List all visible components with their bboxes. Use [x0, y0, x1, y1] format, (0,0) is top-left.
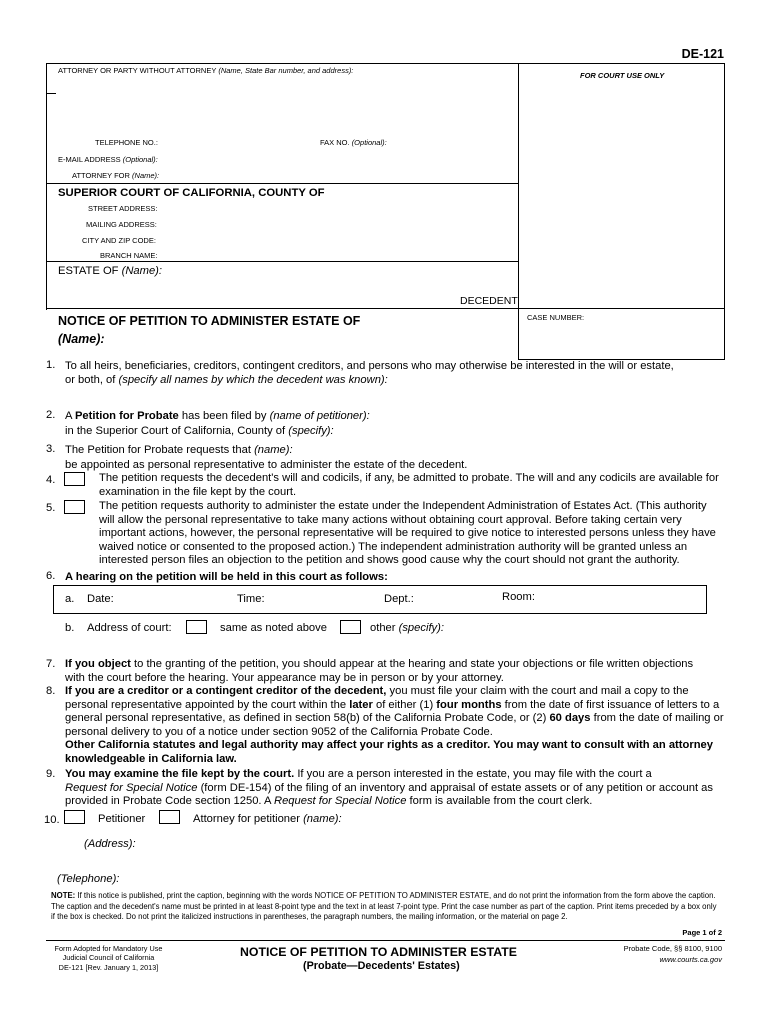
footer-title: NOTICE OF PETITION TO ADMINISTER ESTATE: [240, 945, 517, 959]
decedent-label: DECEDENT: [460, 295, 518, 307]
hearing-room-label[interactable]: Room:: [502, 591, 535, 603]
court-use-label: FOR COURT USE ONLY: [580, 71, 665, 80]
courts-url[interactable]: www.courts.ca.gov: [659, 955, 722, 964]
item-4-checkbox[interactable]: [64, 472, 85, 486]
hearing-date-label[interactable]: Date:: [87, 593, 114, 605]
address-court-label: Address of court:: [87, 622, 172, 634]
court-use-divider: [518, 63, 519, 360]
hearing-box: [53, 585, 707, 614]
item-7-text: If you object to the granting of the petition, you should appear at the hearing and state your objections or file written objections with the court before the hearing. Your appearance may be in person or by your attorney.: [65, 658, 694, 684]
email-label: E-MAIL ADDRESS (Optional):: [58, 155, 158, 164]
telephone-field-label: (Telephone):: [57, 873, 120, 885]
hearing-dept-label[interactable]: Dept.:: [384, 593, 414, 605]
same-as-noted-checkbox[interactable]: [186, 620, 207, 634]
telephone-label: TELEPHONE NO.:: [95, 138, 158, 147]
item-4-number: 4.: [46, 474, 56, 486]
item-9-text: You may examine the file kept by the court. If you are a person interested in the estate, you may file with the court a Request for Special Notice (form DE-154) of the filing of an inventory and appraisal of estate assets or of any petition or account as provided in Probate Code section 1250. A Request for Special Notice form is available from the court clerk.: [65, 768, 713, 808]
item-9-number: 9.: [46, 768, 56, 780]
court-title: SUPERIOR COURT OF CALIFORNIA, COUNTY OF: [58, 187, 325, 199]
item-5-text: The petition requests authority to administer the estate under the Independent Administration of Estates Act. (This authority will allow the personal representative to take many actions without obtaining court approval. Before taking certain very important actions, however, the personal representative will be required to give notice to interested persons unless they have waived notice or consented to the proposed action.) The independent administration authority will be granted unless an interested person files an objection to the petition and shows good cause why the court should not grant the authority.: [99, 500, 716, 567]
hearing-a-label: a.: [65, 593, 75, 605]
attorney-for-label: ATTORNEY FOR (Name):: [72, 171, 160, 180]
item-10-number: 10.: [44, 814, 60, 826]
notice-title: NOTICE OF PETITION TO ADMINISTER ESTATE OF: [58, 314, 361, 328]
hearing-time-label[interactable]: Time:: [237, 593, 265, 605]
item-1-line-2: or both, of (specify all names by which the decedent was known):: [65, 374, 388, 386]
attorney-petitioner-checkbox[interactable]: [159, 810, 180, 824]
publication-note: NOTE: If this notice is published, print the caption, beginning with the words NOTICE OF PETITION TO ADMINISTER ESTATE, and do not print the information from the form above the caption. The caption and the decedent's name must be printed in at least 8-point type and the text in at least 7-point type. Print the case number as part of the caption. Print items preceded by a box only if the box is checked. Do not print the italicized instructions in parentheses, the paragraph numbers, the mailing information, or the material on page 2.: [51, 891, 717, 921]
branch-name-label: BRANCH NAME:: [100, 251, 158, 260]
court-section-divider: [46, 183, 518, 184]
header-left-border: [46, 63, 47, 310]
petitioner-label: Petitioner: [98, 813, 146, 825]
probate-code: Probate Code, §§ 8100, 9100: [623, 944, 722, 953]
hearing-b-label: b.: [65, 622, 75, 634]
item-2-number: 2.: [46, 409, 56, 421]
form-adopted-block: [46, 944, 171, 972]
same-as-noted-label: same as noted above: [220, 622, 327, 634]
attorney-label: ATTORNEY OR PARTY WITHOUT ATTORNEY (Name, State Bar number, and address):: [58, 66, 354, 75]
estate-of-label: ESTATE OF (Name):: [58, 265, 163, 277]
attorney-petitioner-label: Attorney for petitioner (name):: [193, 813, 342, 825]
header-right-border: [724, 63, 725, 360]
item-3-number: 3.: [46, 443, 56, 455]
item-2-line-1: A Petition for Probate has been filed by (name of petitioner):: [65, 410, 370, 422]
mailing-address-label: MAILING ADDRESS:: [86, 220, 157, 229]
item-8-number: 8.: [46, 685, 56, 697]
item-1-number: 1.: [46, 359, 56, 371]
page-number: Page 1 of 2: [682, 928, 722, 937]
address-label: (Address):: [84, 838, 136, 850]
case-number-label: CASE NUMBER:: [527, 313, 585, 322]
item-7-number: 7.: [46, 658, 56, 670]
caption-divider: [46, 308, 725, 309]
footer-rule: [46, 940, 725, 941]
item-3-line-2: be appointed as personal representative to administer the estate of the decedent.: [65, 459, 468, 471]
item-5-checkbox[interactable]: [64, 500, 85, 514]
item-2-line-2: in the Superior Court of California, County of (specify):: [65, 425, 334, 437]
city-zip-label: CITY AND ZIP CODE:: [82, 236, 156, 245]
adopted-line-2: Judicial Council of California: [62, 953, 155, 963]
item-4-text: The petition requests the decedent's will and codicils, if any, be admitted to probate. The will and any codicils are available for examination in the file kept by the court.: [99, 472, 719, 498]
header-top-border: [46, 63, 725, 64]
item-1-line-1: To all heirs, beneficiaries, creditors, contingent creditors, and persons who may otherwise be interested in the will or estate,: [65, 360, 674, 372]
adopted-line-3: DE-121 [Rev. January 1, 2013]: [58, 962, 159, 972]
attorney-dash: [46, 93, 56, 94]
estate-section-divider: [46, 261, 518, 262]
item-3-line-1: The Petition for Probate requests that (name):: [65, 444, 293, 456]
item-5-number: 5.: [46, 502, 56, 514]
street-address-label: STREET ADDRESS:: [88, 204, 158, 213]
adopted-line-1: Form Adopted for Mandatory Use: [54, 944, 163, 953]
fax-label: FAX NO. (Optional):: [320, 138, 387, 147]
item-8-text: If you are a creditor or a contingent creditor of the decedent, you must file your claim with the court and mail a copy to the personal representative appointed by the court within the later of either (1) four months from the date of first issuance of letters to a general personal representative, as defined in section 58(b) of the California Probate Code, or (2) 60 days from the date of mailing or personal delivery to you of a notice under section 9052 of the California Probate Code. Other California statutes and legal authority may affect your rights as a creditor. You may want to consult with an attorney knowledgeable in California law.: [65, 685, 724, 765]
petitioner-checkbox[interactable]: [64, 810, 85, 824]
other-address-checkbox[interactable]: [340, 620, 361, 634]
item-6-number: 6.: [46, 570, 56, 582]
notice-name-label: (Name):: [58, 332, 105, 346]
item-6-text: A hearing on the petition will be held in this court as follows:: [65, 571, 388, 583]
other-address-label: other (specify):: [370, 622, 444, 634]
form-id: DE-121: [681, 47, 724, 61]
footer-subtitle: (Probate—Decedents' Estates): [303, 960, 460, 972]
